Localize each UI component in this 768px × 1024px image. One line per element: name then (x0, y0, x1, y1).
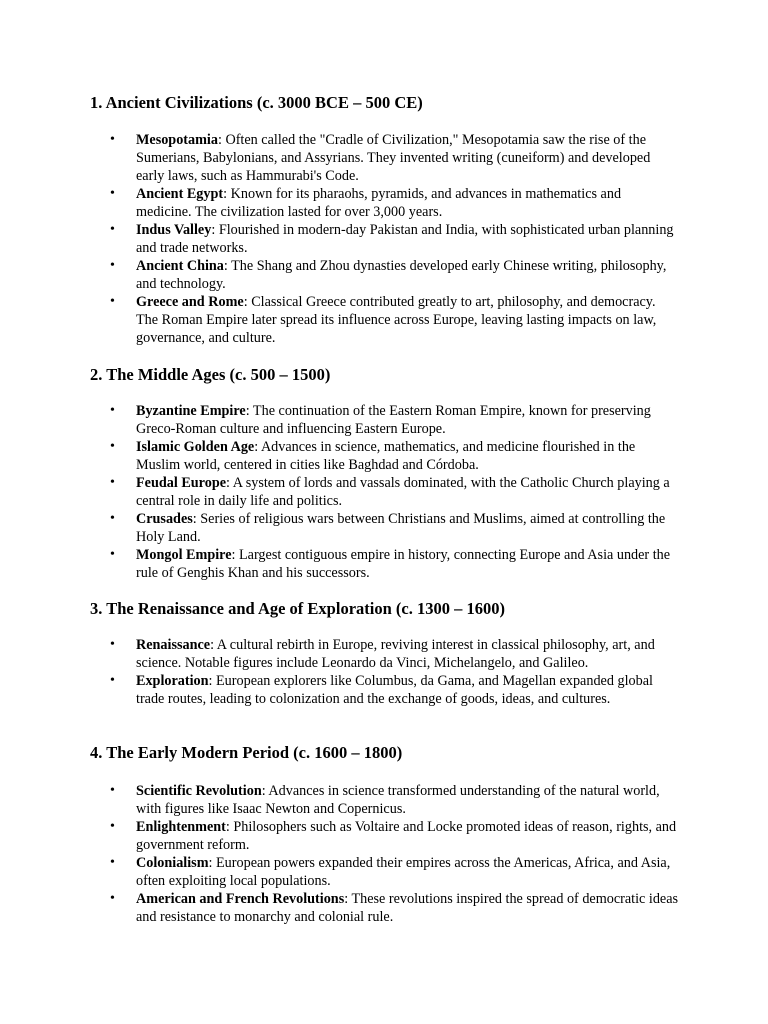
bullet-icon: • (110, 673, 115, 688)
bullet-icon: • (110, 511, 115, 526)
list-item (110, 293, 680, 347)
item-text: : Often called the "Cradle of Civilization," Mesopotamia saw the rise of the Sumerians, Babylonians, and Assyrians. They invented writing (cuneiform) and developed early laws, such as Hammurabi's Code. (136, 132, 651, 184)
section-heading-renaissance: 3. The Renaissance and Age of Exploration (c. 1300 – 1600) (90, 599, 505, 618)
bullet-icon: • (110, 637, 115, 652)
item-term: Indus Valley (136, 222, 212, 238)
list-item (110, 131, 680, 185)
list-item (110, 474, 680, 510)
bullet-icon: • (110, 891, 115, 906)
item-term: Greece and Rome (136, 294, 244, 310)
list-item (110, 510, 680, 546)
item-text: : Classical Greece contributed greatly to art, philosophy, and democracy. The Roman Empire later spread its influence across Europe, leaving lasting impacts on law, governance, and culture. (136, 294, 657, 346)
list-item (110, 854, 680, 890)
item-text: : Largest contiguous empire in history, connecting Europe and Asia under the rule of Genghis Khan and his successors. (136, 547, 671, 581)
item-text: : Series of religious wars between Christians and Muslims, aimed at controlling the Holy Land. (136, 511, 666, 545)
bullet-icon: • (110, 475, 115, 490)
bullet-icon: • (110, 186, 115, 201)
item-text: : These revolutions inspired the spread of democratic ideas and resistance to monarchy and colonial rule. (136, 891, 679, 925)
list-item (110, 636, 680, 672)
bullet-icon: • (110, 783, 115, 798)
item-term: Mesopotamia (136, 132, 218, 148)
section-heading-ancient-civilizations: 1. Ancient Civilizations (c. 3000 BCE – 500 CE) (90, 93, 423, 112)
bullet-icon: • (110, 258, 115, 273)
list-item (110, 221, 680, 257)
list-item (110, 782, 680, 818)
item-text: : The continuation of the Eastern Roman Empire, known for preserving Greco-Roman culture and influencing Eastern Europe. (136, 403, 651, 437)
ancient-civilizations-list (110, 131, 680, 347)
item-term: American and French Revolutions (136, 891, 345, 907)
list-item (110, 185, 680, 221)
item-text: : European powers expanded their empires across the Americas, Africa, and Asia, often exploiting local populations. (136, 855, 671, 889)
item-term: Mongol Empire (136, 547, 232, 563)
item-term: Islamic Golden Age (136, 439, 255, 455)
list-item (110, 546, 680, 582)
item-term: Exploration (136, 673, 209, 689)
bullet-icon: • (110, 294, 115, 309)
item-term: Enlightenment (136, 819, 226, 835)
list-item (110, 402, 680, 438)
renaissance-list (110, 636, 680, 708)
list-item (110, 890, 680, 926)
section-heading-early-modern: 4. The Early Modern Period (c. 1600 – 1800) (90, 743, 403, 762)
bullet-icon: • (110, 403, 115, 418)
item-text: : Advances in science, mathematics, and medicine flourished in the Muslim world, centered in cities like Baghdad and Córdoba. (136, 439, 636, 473)
item-text: : Advances in science transformed understanding of the natural world, with figures like Isaac Newton and Copernicus. (136, 783, 660, 817)
bullet-icon: • (110, 132, 115, 147)
item-term: Feudal Europe (136, 475, 227, 491)
early-modern-list (110, 782, 680, 926)
item-term: Byzantine Empire (136, 403, 246, 419)
bullet-icon: • (110, 819, 115, 834)
middle-ages-list (110, 402, 680, 582)
list-item (110, 818, 680, 854)
item-text: : The Shang and Zhou dynasties developed early Chinese writing, philosophy, and technology. (136, 258, 667, 292)
list-item (110, 672, 680, 708)
section-heading-middle-ages: 2. The Middle Ages (c. 500 – 1500) (90, 365, 331, 384)
item-term: Colonialism (136, 855, 209, 871)
item-text: : A system of lords and vassals dominated, with the Catholic Church playing a central role in daily life and politics. (136, 475, 670, 509)
item-term: Renaissance (136, 637, 211, 653)
item-text: : Known for its pharaohs, pyramids, and advances in mathematics and medicine. The civilization lasted for over 3,000 years. (136, 186, 622, 220)
bullet-icon: • (110, 439, 115, 454)
list-item (110, 438, 680, 474)
list-item (110, 257, 680, 293)
item-text: : Flourished in modern-day Pakistan and India, with sophisticated urban planning and trade networks. (136, 222, 674, 256)
item-term: Scientific Revolution (136, 783, 262, 799)
item-text: : A cultural rebirth in Europe, reviving interest in classical philosophy, art, and science. Notable figures include Leonardo da Vinci, Michelangelo, and Galileo. (136, 637, 655, 671)
bullet-icon: • (110, 547, 115, 562)
bullet-icon: • (110, 222, 115, 237)
item-term: Ancient Egypt (136, 186, 224, 202)
item-text: : Philosophers such as Voltaire and Locke promoted ideas of reason, rights, and government reform. (136, 819, 677, 853)
item-text: : European explorers like Columbus, da Gama, and Magellan expanded global trade routes, leading to colonization and the exchange of goods, ideas, and cultures. (136, 673, 653, 707)
bullet-icon: • (110, 855, 115, 870)
item-term: Crusades (136, 511, 193, 527)
item-term: Ancient China (136, 258, 224, 274)
